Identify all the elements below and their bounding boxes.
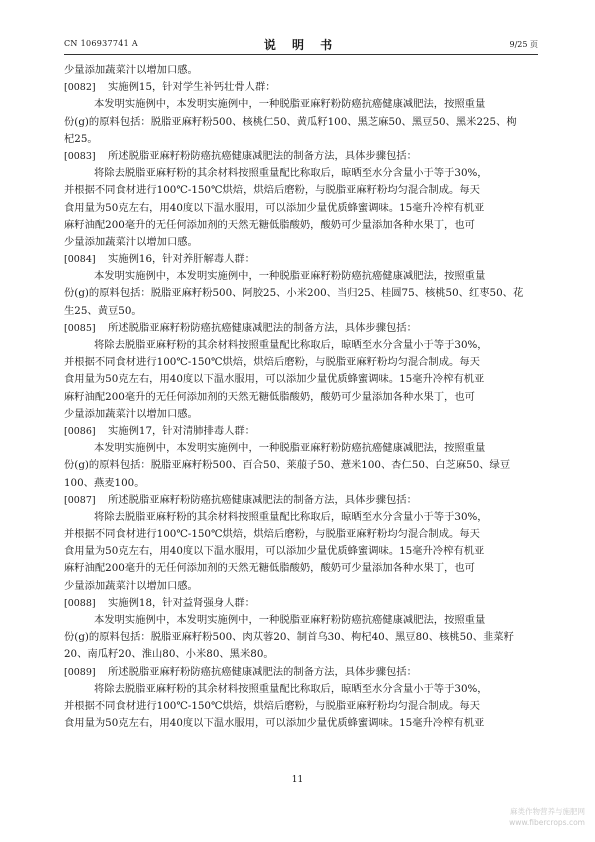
paragraph-number: [0083] xyxy=(64,150,96,162)
paragraph-number: [0087] xyxy=(64,494,96,506)
line-text: 本发明实施例中，本发明实施例中，一种脱脂亚麻籽粉防癌抗癌健康减肥法，按照重量 xyxy=(94,98,486,111)
text-line xyxy=(64,268,538,285)
text-line xyxy=(64,543,538,560)
text-line xyxy=(64,354,538,371)
paragraph-number: [0085] xyxy=(64,322,96,334)
text-line xyxy=(64,79,538,96)
text-line xyxy=(64,612,538,629)
line-text: 所述脱脂亚麻籽粉防癌抗癌健康减肥法的制备方法，具体步骤包括： xyxy=(108,321,417,334)
line-text: 食用量为50克左右，用40度以下温水服用，可以添加少量优质蜂蜜调味。15毫升冷榨有机亚 xyxy=(64,717,485,730)
line-text: 少量添加蔬菜汁以增加口感。 xyxy=(64,579,198,592)
text-line xyxy=(64,560,538,577)
text-line xyxy=(64,526,538,543)
text-line xyxy=(64,715,538,732)
text-line xyxy=(64,664,538,681)
line-text: 将除去脱脂亚麻籽粉的其余材料按照重量配比称取后，晾晒至水分含量小于等于30%， xyxy=(94,339,488,351)
text-line xyxy=(64,492,538,509)
line-text: 所述脱脂亚麻籽粉防癌抗癌健康减肥法的制备方法，具体步骤包括： xyxy=(108,665,417,678)
text-line xyxy=(64,148,538,165)
line-text: 100、燕麦100。 xyxy=(64,476,145,489)
page-header xyxy=(64,36,538,55)
paragraph-number: [0086] xyxy=(64,425,96,437)
paragraph-number: [0088] xyxy=(64,597,96,609)
line-text: 并根据不同食材进行100℃-150℃烘焙，烘焙后磨粉，与脱脂亚麻籽粉均匀混合制成。每天 xyxy=(64,184,480,197)
line-text: 杞25。 xyxy=(64,132,98,145)
text-line xyxy=(64,698,538,715)
line-text: 并根据不同食材进行100℃-150℃烘焙，烘焙后磨粉，与脱脂亚麻籽粉均匀混合制成。每天 xyxy=(64,699,480,712)
line-text: 20、南瓜籽20、淮山80、小米80、黑米80。 xyxy=(64,648,274,661)
line-text: 本发明实施例中，本发明实施例中，一种脱脂亚麻籽粉防癌抗癌健康减肥法，按照重量 xyxy=(94,614,486,626)
text-line xyxy=(64,234,538,251)
text-line xyxy=(64,578,538,595)
line-text: 份(g)的原料包括：脱脂亚麻籽粉500、肉苁蓉20、制首乌30、枸杞40、黑豆80、核桃50、韭菜籽 xyxy=(64,631,514,644)
text-line xyxy=(64,200,538,217)
line-text: 所述脱脂亚麻籽粉防癌抗癌健康减肥法的制备方法，具体步骤包括： xyxy=(108,149,417,162)
text-line xyxy=(64,62,538,79)
text-line xyxy=(64,96,538,113)
paragraph-number: [0089] xyxy=(64,666,96,678)
line-text: 食用量为50克左右，用40度以下温水服用，可以添加少量优质蜂蜜调味。15毫升冷榨有机亚 xyxy=(64,373,485,386)
line-text: 食用量为50克左右，用40度以下温水服用，可以添加少量优质蜂蜜调味。15毫升冷榨有机亚 xyxy=(64,545,485,558)
watermark xyxy=(509,806,585,828)
page-number: 11 xyxy=(291,775,304,785)
text-line xyxy=(64,285,538,302)
line-text: 少量添加蔬菜汁以增加口感。 xyxy=(64,407,198,420)
line-text: 麻籽油配200毫升的无任何添加剂的天然无糖低脂酸奶，酸奶可少量添加各种水果丁，也可 xyxy=(64,562,475,575)
line-text: 生25、黄豆50。 xyxy=(64,304,142,317)
line-text: 将除去脱脂亚麻籽粉的其余材料按照重量配比称取后，晾晒至水分含量小于等于30%， xyxy=(94,510,488,523)
text-line xyxy=(64,251,538,268)
line-text: 份(g)的原料包括：脱脂亚麻籽粉500、核桃仁50、黄瓜籽100、黑芝麻50、黑豆50、黑米225、枸 xyxy=(64,115,517,128)
text-line xyxy=(64,182,538,199)
line-text: 食用量为50克左右，用40度以下温水服用，可以添加少量优质蜂蜜调味。15毫升冷榨有机亚 xyxy=(64,201,485,214)
text-line xyxy=(64,131,538,148)
text-line xyxy=(64,475,538,492)
text-line xyxy=(64,440,538,457)
line-text: 将除去脱脂亚麻籽粉的其余材料按照重量配比称取后，晾晒至水分含量小于等于30%， xyxy=(94,682,488,695)
text-line xyxy=(64,371,538,388)
text-line xyxy=(64,681,538,698)
text-line xyxy=(64,629,538,646)
line-text: 麻籽油配200毫升的无任何添加剂的天然无糖低脂酸奶，酸奶可少量添加各种水果丁，也可 xyxy=(64,390,475,403)
text-line xyxy=(64,457,538,474)
text-line xyxy=(64,509,538,526)
text-line xyxy=(64,423,538,440)
line-text: 本发明实施例中，本发明实施例中，一种脱脂亚麻籽粉防癌抗癌健康减肥法，按照重量 xyxy=(94,442,486,455)
line-text: 少量添加蔬菜汁以增加口感。 xyxy=(64,235,198,248)
text-line xyxy=(64,217,538,234)
text-line xyxy=(64,595,538,612)
line-text: 份(g)的原料包括：脱脂亚麻籽粉500、阿胶25、小米200、当归25、桂圆75、核桃50、红枣50、花 xyxy=(64,287,524,300)
paragraph-number: [0084] xyxy=(64,254,96,266)
text-line xyxy=(64,165,538,182)
line-text: 实施例16，针对养肝解毒人群： xyxy=(108,253,255,266)
text-line xyxy=(64,406,538,423)
document-title: 说 明 书 xyxy=(263,38,339,52)
line-text: 将除去脱脂亚麻籽粉的其余材料按照重量配比称取后，晾晒至水分含量小于等于30%， xyxy=(94,167,488,180)
watermark-url: www.fibercrops.com xyxy=(509,818,585,827)
page-indicator: 9/25 页 xyxy=(509,40,538,49)
line-text: 并根据不同食材进行100℃-150℃烘焙，烘焙后磨粉，与脱脂亚麻籽粉均匀混合制成。每天 xyxy=(64,528,480,541)
paragraph-number: [0082] xyxy=(64,82,96,94)
line-text: 麻籽油配200毫升的无任何添加剂的天然无糖低脂酸奶，酸奶可少量添加各种水果丁，也可 xyxy=(64,218,475,231)
watermark-site-name: 麻类作物营养与施肥网 xyxy=(510,807,585,816)
text-line xyxy=(64,337,538,354)
text-line xyxy=(64,389,538,406)
text-line xyxy=(64,646,538,663)
line-text: 并根据不同食材进行100℃-150℃烘焙，烘焙后磨粉，与脱脂亚麻籽粉均匀混合制成。每天 xyxy=(64,356,480,369)
text-line xyxy=(64,114,538,131)
line-text: 实施例17，针对清肺排毒人群： xyxy=(108,424,255,437)
patent-number: CN 106937741 A xyxy=(64,39,138,48)
document-body xyxy=(64,62,538,732)
line-text: 所述脱脂亚麻籽粉防癌抗癌健康减肥法的制备方法，具体步骤包括： xyxy=(108,493,417,506)
text-line xyxy=(64,303,538,320)
text-line xyxy=(64,320,538,337)
line-text: 份(g)的原料包括：脱脂亚麻籽粉500、百合50、莱菔子50、薏米100、杏仁50、白芝麻50、绿豆 xyxy=(64,459,511,472)
line-text: 实施例18，针对益肾强身人群： xyxy=(108,596,255,609)
line-text: 实施例15，针对学生补钙壮骨人群： xyxy=(108,81,276,94)
line-text: 少量添加蔬菜汁以增加口感。 xyxy=(64,64,198,76)
line-text: 本发明实施例中，本发明实施例中，一种脱脂亚麻籽粉防癌抗癌健康减肥法，按照重量 xyxy=(94,270,486,283)
